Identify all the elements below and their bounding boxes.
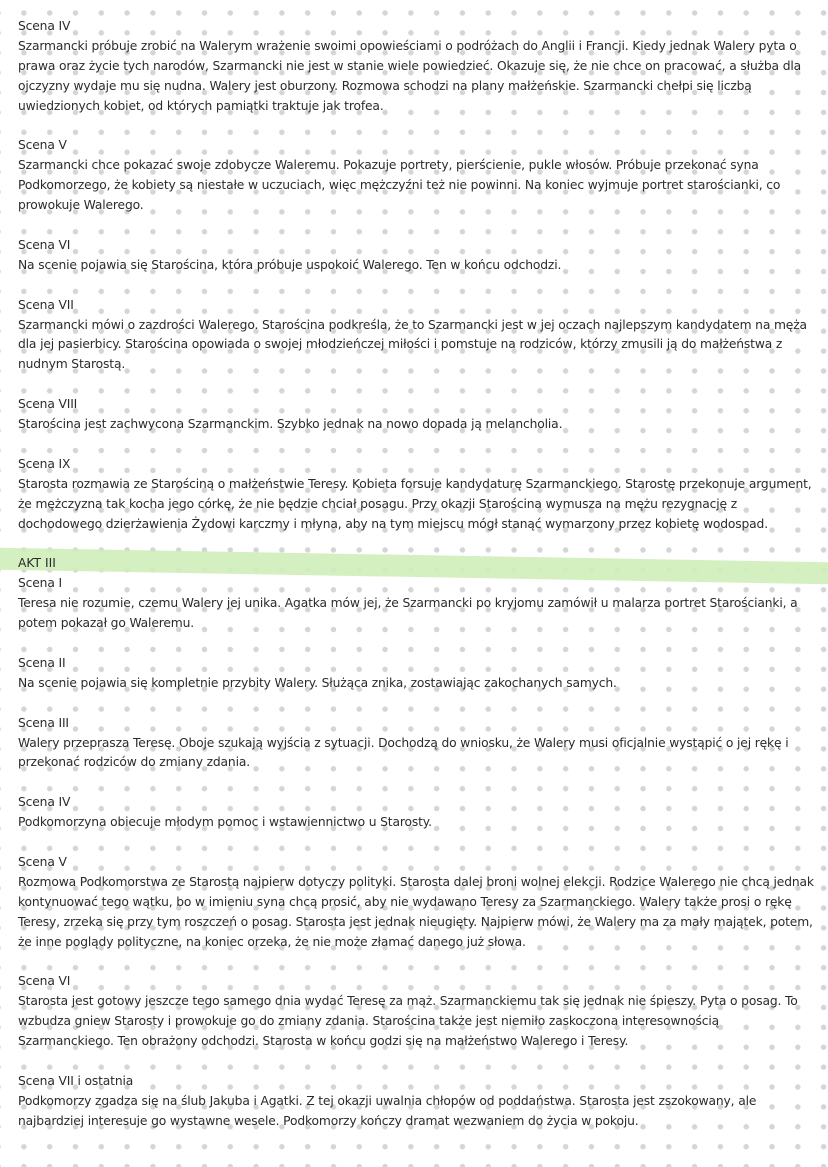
scene-block [18, 236, 818, 276]
scene-heading: Scena III [18, 715, 69, 730]
document-page [18, 17, 818, 1132]
scene-heading: Scena II [18, 655, 66, 670]
scene-block [18, 574, 818, 634]
scene-summary: Podkomorzy zgadza się na ślub Jakuba i Agatki. Z tej okazji uwalnia chłopów od poddaństwa. Starosta jest zszokowany, ale najbardziej interesuje go wystawne wesele. Podkomorzy kończy dramat wezwaniem do życia w pokoju. [18, 1093, 757, 1128]
scene-heading: Scena VI [18, 974, 71, 989]
scene-heading: Scena IX [18, 456, 71, 471]
scene-heading: Scena IV [18, 19, 71, 33]
scene-block [18, 17, 818, 117]
scene-summary: Starościna jest zachwycona Szarmanckim. Szybko jednak na nowo dopada ją melancholia. [18, 417, 563, 432]
scene-summary: Rozmowa Podkomorstwa ze Starostą najpierw dotyczy polityki. Starosta dalej broni wolnej elekcji. Rodzice Walerego nie chcą jednak kontynuować tego wątku, bo w imieniu syna chcą prosić, aby nie wydawano Teresy za Szarmanckiego. Walery także prosi o rękę Teresy, zrzeka się przy tym roszczeń o posag. Starosta jest jednak nieugięty. Najpierw mówi, że Walery ma za mały majątek, potem, że inne poglądy polityczne, na koniec orzeka, że nie może złamać danego już słowa. [18, 874, 814, 949]
scene-block [18, 1072, 818, 1132]
scene-block [18, 972, 818, 1052]
scene-summary: Walery przeprasza Teresę. Oboje szukają wyjścia z sytuacji. Dochodzą do wniosku, że Walery musi oficjalnie wystąpić o jej rękę i przekonać rodziców do zmiany zdania. [18, 735, 789, 770]
scene-summary: Starosta jest gotowy jeszcze tego samego dnia wydać Teresę za mąż. Szarmanckiemu tak się jednak nie śpieszy. Pyta o posag. To wzbudza gniew Starosty i prowokuje go do zmiany zdania. Starościna także jest niemiło zaskoczona interesownością Szarmanckiego. Ten obrażony odchodzi. Starosta w końcu godzi się na małżeństwo Walerego i Teresy. [18, 994, 798, 1049]
scene-summary: Podkomorzyna obiecuje młodym pomoc i wstawiennictwo u Starosty. [18, 815, 432, 830]
scene-block [18, 455, 818, 535]
act-heading-row [18, 554, 818, 574]
scene-summary: Starosta rozmawia ze Starościną o małżeństwie Teresy. Kobieta forsuje kandydaturę Szarmanckiego. Starostę przekonuje argument, że mężczyzna tak kocha jego córkę, że nie będzie chciał posagu. Przy okazji Starościna wymusza na mężu rezygnację z dochodowego dzierżawienia Żydowi karczmy i młyna, aby na tym miejscu mógł stanąć wymarzony przez kobietę wodospad. [18, 476, 812, 531]
scene-block [18, 714, 818, 774]
scene-block [18, 654, 818, 694]
scene-summary: Na scenie pojawia się kompletnie przybity Walery. Służąca znika, zostawiając zakochanych samych. [18, 675, 617, 690]
scene-summary: Na scenie pojawia się Starościna, która próbuje uspokoić Walerego. Ten w końcu odchodzi. [18, 257, 562, 272]
scene-heading: Scena VIII [18, 397, 78, 412]
scene-heading: Scena VI [18, 237, 71, 252]
scene-heading: Scena IV [18, 795, 71, 810]
scene-block [18, 136, 818, 216]
scene-block [18, 793, 818, 833]
scene-block [18, 853, 818, 953]
scene-heading: Scena VII [18, 297, 74, 312]
scene-heading: Scena V [18, 854, 67, 869]
scene-block [18, 296, 818, 376]
scene-heading: Scena V [18, 138, 67, 153]
scene-summary: Szarmancki chce pokazać swoje zdobycze Waleremu. Pokazuje portrety, pierścienie, pukle włosów. Próbuje przekonać syna Podkomorzego, że kobiety są niestałe w uczuciach, więc mężczyźni też nie powinni. Na koniec wyjmuje portret starościanki, co prowokuje Walerego. [18, 158, 781, 213]
scene-heading: Scena I [18, 576, 62, 591]
scene-heading: Scena VII i ostatnia [18, 1073, 134, 1088]
scene-block [18, 395, 818, 435]
act-section [18, 554, 818, 1131]
scene-summary: Teresa nie rozumie, czemu Walery jej unika. Agatka mów jej, że Szarmancki po kryjomu zamówił u malarza portret Starościanki, a potem pokazał go Waleremu. [18, 596, 798, 631]
act-title: AKT III [18, 556, 56, 571]
scene-summary: Szarmancki mówi o zazdrości Walerego. Starościna podkreśla, że to Szarmancki jest w jej oczach najlepszym kandydatem na męża dla jej pasierbicy. Starościna opowiada o swojej młodzieńczej miłości i pomstuje na rodziców, którzy zmusili ją do małżeństwa z nudnym Starostą. [18, 317, 807, 372]
scene-summary: Szarmancki próbuje zrobić na Walerym wrażenie swoimi opowieściami o podróżach do Anglii i Francji. Kiedy jednak Walery pyta o prawa oraz życie tych narodów, Szarmancki nie jest w stanie wiele powiedzieć. Okazuje się, że nie chce on pracować, a służba dla ojczyzny wydaje mu się nudna. Walery jest oburzony. Rozmowa schodzi na plany małżeńskie. Szarmancki chełpi się liczbą uwiedzionych kobiet, od których pamiątki traktuje jak trofea. [18, 38, 801, 113]
